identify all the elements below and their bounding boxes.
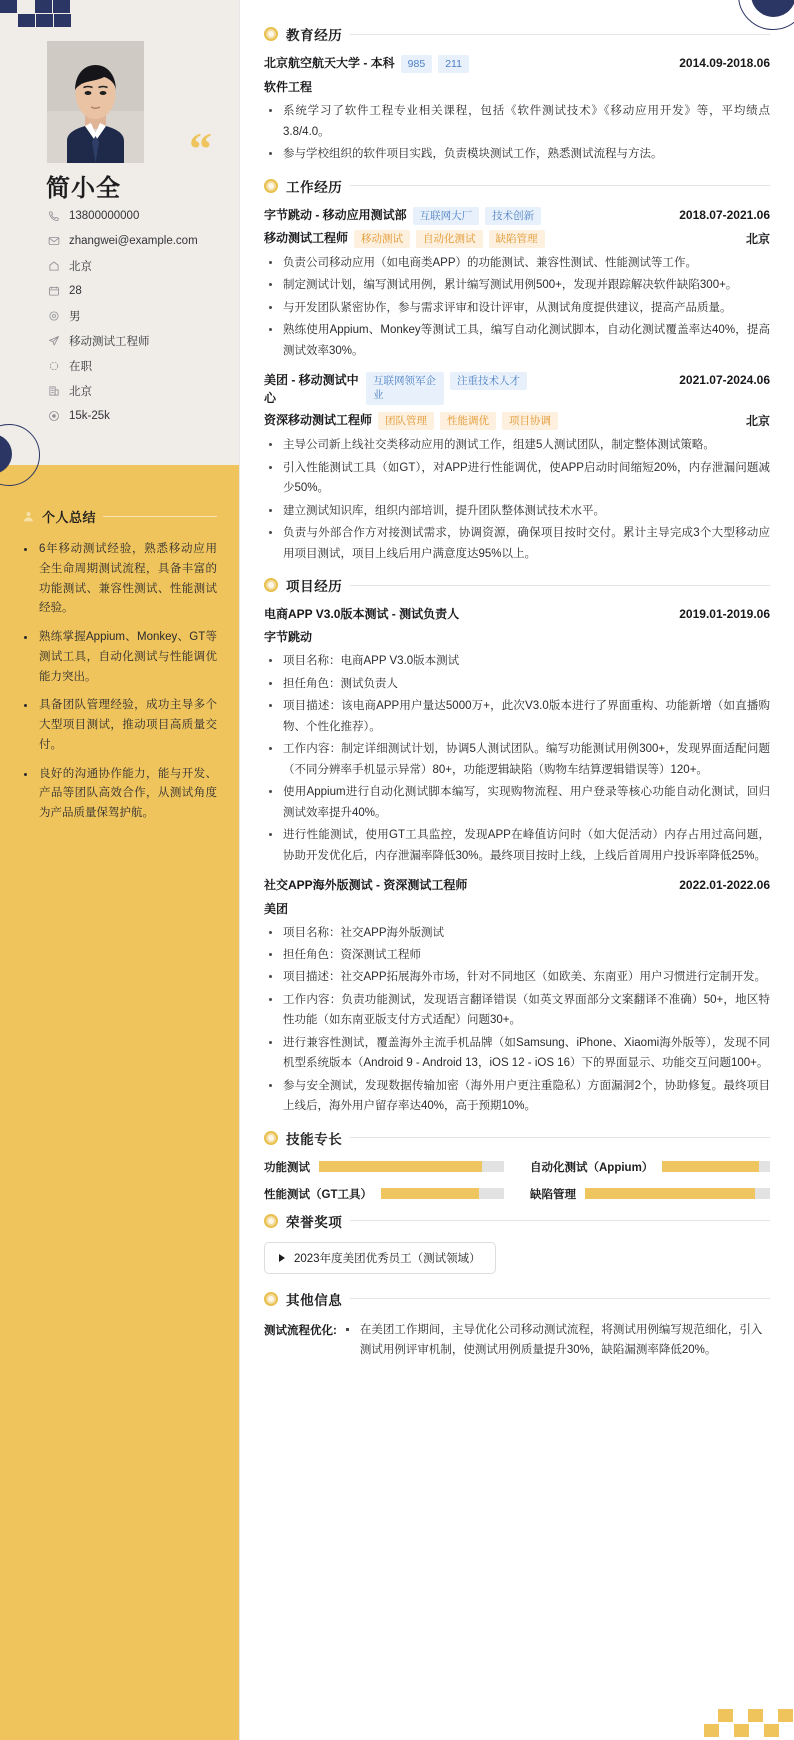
project-bullets (265, 923, 770, 1117)
job-role: 资深移动测试工程师 (264, 413, 373, 428)
entry-header-row (264, 55, 770, 73)
list-item: 主导公司新上线社交类移动应用的测试工作，组建5人测试团队，制定整体测试策略。 (265, 435, 770, 455)
list-item: 使用Appium进行自动化测试脚本编写，实现购物流程、用户登录等核心功能自动化测试，回归测试效率提升40%。 (265, 782, 770, 823)
tag: 移动测试 (354, 230, 410, 248)
tag: 互联网领军企业 (366, 372, 444, 404)
checker-decoration-top-left (0, 0, 72, 28)
list-item: 6年移动测试经验，熟悉移动应用全生命周期测试流程，具备丰富的功能测试、兼容性测试、性能测试经验。 (22, 540, 217, 619)
skill-progress-fill (319, 1161, 482, 1172)
education-entry (264, 55, 770, 165)
contact-item-workplace (46, 378, 236, 403)
work-location: 北京 (745, 414, 770, 429)
tag: 自动化测试 (416, 230, 483, 248)
entry-role-row (264, 412, 770, 430)
home-icon (46, 259, 62, 272)
list-item: 项目名称：电商APP V3.0版本测试 (265, 651, 770, 671)
summary-title: 个人总结 (42, 510, 97, 525)
salary-icon (46, 409, 62, 422)
work-bullets (265, 435, 770, 564)
list-item: 项目描述：社交APP拓展海外市场，针对不同地区（如欧美、东南亚）用户习惯进行定制开发。 (265, 967, 770, 987)
skill-label: 缺陷管理 (530, 1188, 576, 1201)
section-bullet-icon (264, 1292, 278, 1306)
section-bullet-icon (264, 578, 278, 592)
entry-header-row (264, 372, 770, 407)
tag: 项目协调 (502, 412, 558, 430)
contact-value: 28 (69, 284, 82, 297)
entry-left (264, 207, 541, 225)
education-date: 2014.09-2018.06 (679, 56, 770, 70)
education-section-header (264, 24, 770, 44)
section-bullet-icon (264, 1131, 278, 1145)
project-name: 社交APP海外版测试 - 资深测试工程师 (264, 878, 468, 893)
person-icon (22, 510, 35, 523)
section-bullet-icon (264, 179, 278, 193)
divider (350, 585, 770, 586)
skill-label: 性能测试（GT工具） (264, 1188, 372, 1201)
section-education (264, 24, 770, 165)
skill-progress-fill (662, 1161, 759, 1172)
job-role: 移动测试工程师 (264, 230, 349, 245)
skill-progress-bar (585, 1188, 770, 1199)
skill-item (264, 1159, 504, 1175)
work-section-header (264, 176, 770, 196)
work-title: 工作经历 (286, 179, 343, 195)
skill-item (530, 1186, 770, 1202)
honor-item[interactable] (264, 1242, 496, 1274)
skill-progress-fill (381, 1188, 479, 1199)
checker-decoration-bottom-right (704, 1704, 794, 1740)
status-icon (46, 359, 62, 372)
section-skills (264, 1128, 770, 1202)
divider (350, 185, 770, 186)
calendar-icon (46, 284, 62, 297)
education-bullets (265, 101, 770, 164)
other-section-header (264, 1289, 770, 1309)
skill-item (264, 1186, 504, 1202)
divider (103, 516, 217, 517)
profile-name: 简小全 (46, 175, 121, 202)
list-item: 负责与外部合作方对接测试需求，协调资源，确保项目按时交付。累计主导完成3个大型移动应用项目测试，项目上线后用户满意度达95%以上。 (265, 523, 770, 564)
building-icon (46, 384, 62, 397)
list-item: 制定测试计划，编写测试用例，累计编写测试用例500+，发现并跟踪解决软件缺陷300+。 (265, 275, 770, 295)
skill-item (530, 1159, 770, 1175)
list-item: 熟练掌握Appium、Monkey、GT等测试工具，自动化测试与性能调优能力突出。 (22, 628, 217, 687)
other-info-value (343, 1320, 770, 1361)
entry-left (264, 55, 469, 73)
section-other-info (264, 1289, 770, 1361)
honors-section-header (264, 1211, 770, 1231)
work-entry (264, 372, 770, 564)
project-date: 2022.01-2022.06 (679, 878, 770, 893)
list-item: 担任角色：测试负责人 (265, 674, 770, 694)
work-bullets (265, 253, 770, 361)
school-name: 北京航空航天大学 - 本科 (264, 56, 395, 70)
entry-left (264, 606, 459, 623)
contact-value: 北京 (69, 385, 92, 398)
list-item: 项目名称：社交APP海外版测试 (265, 923, 770, 943)
list-item: 在美团工作期间，主导优化公司移动测试流程，将测试用例编写规范细化，引入测试用例评审机制，使测试用例质量提升30%，缺陷漏测率降低20%。 (343, 1320, 770, 1361)
tag: 注重技术人才 (450, 372, 527, 390)
projects-title: 项目经历 (286, 579, 343, 595)
tag: 211 (438, 55, 469, 73)
honor-label: 2023年度美团优秀员工（测试领域） (294, 1252, 481, 1265)
entry-left (264, 230, 545, 248)
contact-value: 男 (69, 310, 81, 323)
divider (350, 1137, 770, 1138)
entry-left (264, 877, 467, 894)
work-entry (264, 207, 770, 362)
list-item: 建立测试知识库，组织内部培训，提升团队整体测试技术水平。 (265, 501, 770, 521)
paperplane-icon (46, 334, 62, 347)
list-item: 工作内容：负责功能测试，发现语言翻译错误（如英文界面部分文案翻译不准确）50+，地区特性功能（如东南亚版支付方式适配）问题30+。 (265, 990, 770, 1031)
section-bullet-icon (264, 1214, 278, 1228)
entry-role-row (264, 230, 770, 248)
entry-left (264, 372, 527, 407)
entry-header-row (264, 877, 770, 894)
section-bullet-icon (264, 27, 278, 41)
list-item: 具备团队管理经验，成功主导多个大型项目测试，推动项目高质量交付。 (22, 696, 217, 755)
company-name: 字节跳动 - 移动应用测试部 (264, 207, 407, 222)
work-location: 北京 (745, 231, 770, 246)
contact-value: 移动测试工程师 (69, 335, 150, 348)
quote-decoration-icon: “ (189, 123, 211, 174)
tag: 985 (401, 55, 433, 73)
honors-title: 荣誉奖项 (286, 1214, 343, 1230)
contact-item-salary (46, 403, 236, 428)
contact-item-email (46, 228, 236, 253)
play-triangle-icon (279, 1254, 285, 1262)
divider (350, 1298, 770, 1299)
other-title: 其他信息 (286, 1292, 343, 1308)
list-item: 参与学校组织的软件项目实践，负责模块测试工作，熟悉测试流程与方法。 (265, 144, 770, 164)
project-bullets (265, 651, 770, 866)
project-company: 美团 (264, 901, 289, 916)
tag: 缺陷管理 (489, 230, 545, 248)
contact-item-status (46, 353, 236, 378)
contact-value: 13800000000 (69, 209, 140, 222)
entry-header-row (264, 606, 770, 623)
contact-value: 在职 (69, 360, 92, 373)
other-info-key: 测试流程优化: (264, 1324, 337, 1337)
sidebar-summary-area (0, 465, 239, 1740)
skills-title: 技能专长 (286, 1131, 343, 1147)
main-content (239, 0, 794, 1740)
list-item: 系统学习了软件工程专业相关课程，包括《软件测试技术》《移动应用开发》等，平均绩点3.8/4.0。 (265, 101, 770, 142)
contact-list (46, 203, 236, 428)
contact-value: 15k-25k (69, 409, 110, 422)
education-title: 教育经历 (286, 28, 343, 43)
list-item: 引入性能测试工具（如GT），对APP进行性能调优，使APP启动时间缩短20%，内存泄漏问题减少50%。 (265, 458, 770, 499)
list-item: 与开发团队紧密协作，参与需求评审和设计评审，从测试角度提供建议，提高产品质量。 (265, 298, 770, 318)
skill-list (264, 1159, 770, 1202)
project-name: 电商APP V3.0版本测试 - 测试负责人 (264, 607, 460, 622)
skill-label: 自动化测试（Appium） (530, 1161, 654, 1174)
projects-section-header (264, 575, 770, 595)
contact-item-age (46, 278, 236, 303)
section-honors (264, 1211, 770, 1280)
skill-progress-bar (381, 1188, 504, 1199)
project-entry (264, 877, 770, 1117)
section-work (264, 176, 770, 564)
education-major: 软件工程 (264, 80, 313, 95)
list-item: 进行兼容性测试，覆盖海外主流手机品牌（如Samsung、iPhone、Xiaomi海外版等），发现不同机型系统版本（Android 9 - Android 13，iOS 12 - iOS 16）下的界面显示、功能交互问题100+。 (265, 1033, 770, 1074)
sidebar (0, 0, 239, 1740)
list-item: 工作内容：制定详细测试计划，协调5人测试团队。编写功能测试用例300+，发现界面适配问题（不同分辨率手机显示异常）80+，功能逻辑缺陷（购物车结算逻辑错误等）120+。 (265, 739, 770, 780)
project-entry (264, 606, 770, 866)
mail-icon (46, 234, 62, 247)
list-item: 良好的沟通协作能力，能与开发、产品等团队高效合作，从测试角度为产品质量保驾护航。 (22, 765, 217, 824)
contact-item-hometown (46, 253, 236, 278)
project-company: 字节跳动 (264, 630, 313, 645)
skill-label: 功能测试 (264, 1161, 310, 1174)
divider (350, 1220, 770, 1221)
contact-item-phone (46, 203, 236, 228)
list-item: 进行性能测试，使用GT工具监控，发现APP在峰值访问时（如大促活动）内存占用过高问题，协助开发优化后，内存泄漏率降低30%。最终项目按时上线，上线后首周用户投诉率降低25%。 (265, 825, 770, 866)
other-info-row (264, 1320, 770, 1361)
list-item: 参与安全测试，发现数据传输加密（海外用户更注重隐私）方面漏洞2个，协助修复。最终项目上线后，海外用户留存率达40%，高于预期10%。 (265, 1076, 770, 1117)
work-date: 2018.07-2021.06 (679, 207, 770, 222)
entry-left (264, 412, 558, 430)
contact-value: zhangwei@example.com (69, 234, 198, 247)
contact-value: 北京 (69, 260, 92, 273)
skill-progress-bar (319, 1161, 504, 1172)
list-item: 项目描述：该电商APP用户量达5000万+，此次V3.0版本进行了界面重构、功能新增（如直播购物、个性化推荐）。 (265, 696, 770, 737)
company-name: 美团 - 移动测试中心 (264, 373, 359, 405)
skills-section-header (264, 1128, 770, 1148)
tag: 团队管理 (378, 412, 434, 430)
tag: 互联网大厂 (413, 207, 480, 225)
skill-progress-fill (585, 1188, 755, 1199)
phone-icon (46, 209, 62, 222)
project-date: 2019.01-2019.06 (679, 607, 770, 622)
tag: 性能调优 (440, 412, 496, 430)
sidebar-profile-area (0, 0, 239, 465)
list-item: 负责公司移动应用（如电商类APP）的功能测试、兼容性测试、性能测试等工作。 (265, 253, 770, 273)
summary-section-header (22, 507, 217, 526)
skill-progress-bar (662, 1161, 770, 1172)
divider (350, 34, 770, 35)
portrait-photo-icon (47, 41, 144, 163)
work-date: 2021.07-2024.06 (679, 373, 770, 388)
contact-item-position (46, 328, 236, 353)
gender-icon (46, 309, 62, 322)
contact-item-gender (46, 303, 236, 328)
list-item: 担任角色：资深测试工程师 (265, 945, 770, 965)
tag: 技术创新 (485, 207, 541, 225)
list-item: 熟练使用Appium、Monkey等测试工具，编写自动化测试脚本，自动化测试覆盖率达40%，提高测试效率30%。 (265, 320, 770, 361)
avatar (47, 41, 144, 163)
section-projects (264, 575, 770, 1117)
entry-header-row (264, 207, 770, 225)
summary-bullets (22, 540, 217, 824)
